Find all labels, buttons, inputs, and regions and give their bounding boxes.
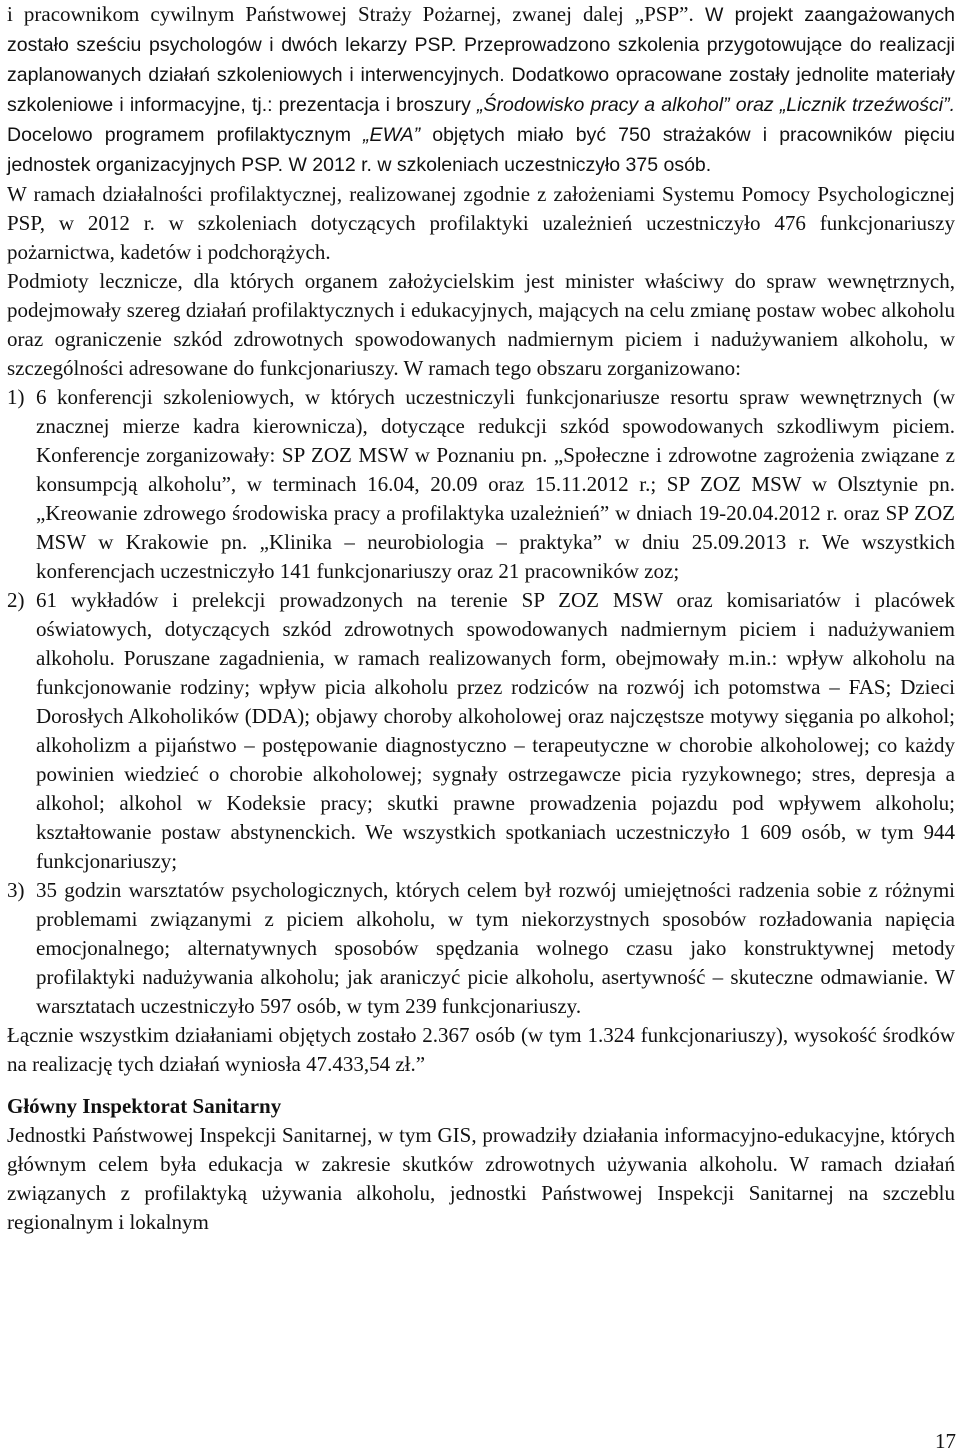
activities-list bbox=[7, 383, 955, 1021]
lead-italic-ewa: „EWA” bbox=[363, 124, 421, 146]
paragraph-psychological-support: W ramach działalności profilaktycznej, realizowanej zgodnie z założeniami Systemu Pomocy Psychologicznej PSP, w 2012 r. w szkoleniach dotyczących profilaktyki uzależnień uczestniczyło 476 funkcjonariuszy pożarnictwa, kadetów i podchorążych. bbox=[7, 182, 955, 264]
list-item bbox=[7, 876, 955, 1021]
list-item-text: 6 konferencji szkoleniowych, w których uczestniczyli funkcjonariusze resortu spraw wewnętrznych (w znacznej mierze kadra kierownicza), dotyczące redukcji szkód spowodowanych szkodliwym piciem. Konferencje zorganizowały: SP ZOZ MSW w Poznaniu pn. „Społeczne i zdrowotne zagrożenia związane z konsumpcją alkoholu”, w terminach 16.04, 20.09 oraz 15.11.2012 r.; SP ZOZ MSW w Olsztynie pn. „Kreowanie zdrowego środowiska pracy a profilaktyka uzależnień” w dniach 19-20.04.2012 r. oraz SP ZOZ MSW w Krakowie pn. „Klinika – neurobiologia – praktyka” w dniu 25.09.2013 r. We wszystkich konferencjach uczestniczyło 141 funkcjonariuszy oraz 21 pracowników zoz; bbox=[36, 385, 955, 583]
list-item bbox=[7, 586, 955, 876]
lead-sans-text-1: W projekt zaangażowanych zostało sześciu psychologów i dwóch lekarzy PSP. Przeprowadzono szkolenia przygotowujące do realizacji zaplanowanych działań szkoleniowych i interwencyjnych. Dodatkowo opracowane zostały jednolite materiały szkoleniowe i informacyjne, tj.: prezentacja i broszury bbox=[7, 4, 955, 116]
lead-paragraph bbox=[7, 0, 955, 180]
lead-serif-text: i pracownikom cywilnym Państwowej Straży Pożarnej, zwanej dalej „PSP”. bbox=[7, 2, 694, 26]
lead-sans-text-2: Docelowo programem profilaktycznym bbox=[7, 124, 364, 146]
section-heading: Główny Inspektorat Sanitarny bbox=[7, 1094, 282, 1118]
lead-sans-text-3: objętych miało być 750 strażaków i pracowników pięciu jednostek organizacyjnych PSP. W 2012 r. w szkoleniach uczestniczyło 375 osób. bbox=[7, 124, 955, 176]
lead-italic-titles: „Środowisko pracy a alkohol” oraz „Licznik trzeźwości”. bbox=[477, 94, 955, 116]
list-item-number: 1) bbox=[7, 385, 25, 409]
list-item-number: 2) bbox=[7, 588, 25, 612]
list-item bbox=[7, 383, 955, 586]
paragraph-medical-entities: Podmioty lecznicze, dla których organem założycielskim jest minister właściwy do spraw wewnętrznych, podejmowały szereg działań profilaktycznych i edukacyjnych, mających na celu zmianę postaw wobec alkoholu oraz ograniczenie szkód zdrowotnych spowodowanych nadmiernym piciem i nadużywaniem alkoholu, w szczególności adresowane do funkcjonariuszy. W ramach tego obszaru zorganizowano: bbox=[7, 269, 955, 380]
list-item-text: 35 godzin warsztatów psychologicznych, których celem był rozwój umiejętności radzenia sobie z różnymi problemami związanymi z piciem alkoholu, w tym niekorzystnych sposobów rozładowania napięcia emocjonalnego; alternatywnych sposobów spędzania wolnego czasu jako konstruktywnej metody profilaktyki nadużywania alkoholu; jak araniczyć picie alkoholu, asertywność – skuteczne odmawianie. W warsztatach uczestniczyło 597 osób, w tym 239 funkcjonariuszy. bbox=[36, 878, 955, 1018]
paragraph-total: Łącznie wszystkim działaniami objętych zostało 2.367 osób (w tym 1.324 funkcjonariuszy), wysokość środków na realizację tych działań wyniosła 47.433,54 zł.” bbox=[7, 1023, 955, 1076]
list-item-number: 3) bbox=[7, 878, 25, 902]
list-item-text: 61 wykładów i prelekcji prowadzonych na terenie SP ZOZ MSW oraz komisariatów i placówek oświatowych, dotyczących szkód zdrowotnych spowodowanych nadmiernym piciem i nadużywaniem alkoholu. Poruszane zagadnienia, w ramach realizowanych form, obejmowały m.in.: wpływ alkoholu na funkcjonowanie rodziny; wpływ picia alkoholu przez rodziców na rozwój ich potomstwa – FAS; Dzieci Dorosłych Alkoholików (DDA); objawy choroby alkoholowej oraz najczęstsze motywy sięgania po alkohol; alkoholizm a pijaństwo – postępowanie diagnostyczno – terapeutyczne w chorobie alkoholowej; co każdy powinien wiedzieć o chorobie alkoholowej; sygnały ostrzegawcze picia ryzykownego; stres, depresja a alkohol; alkohol w Kodeksie pracy; skutki prawne prowadzenia pojazdu pod wpływem alkoholu; kształtowanie postaw abstynenckich. We wszystkich spotkaniach uczestniczyło 1 609 osób, w tym 944 funkcjonariuszy; bbox=[36, 588, 955, 873]
page-number: 17 bbox=[935, 1429, 956, 1453]
paragraph-gis: Jednostki Państwowej Inspekcji Sanitarnej, w tym GIS, prowadziły działania informacyjno-edukacyjne, których głównym celem była edukacja w zakresie skutków zdrowotnych używania alkoholu. W ramach działań związanych z profilaktyką używania alkoholu, jednostki Państwowej Inspekcji Sanitarnej na szczeblu regionalnym i lokalnym bbox=[7, 1123, 955, 1234]
